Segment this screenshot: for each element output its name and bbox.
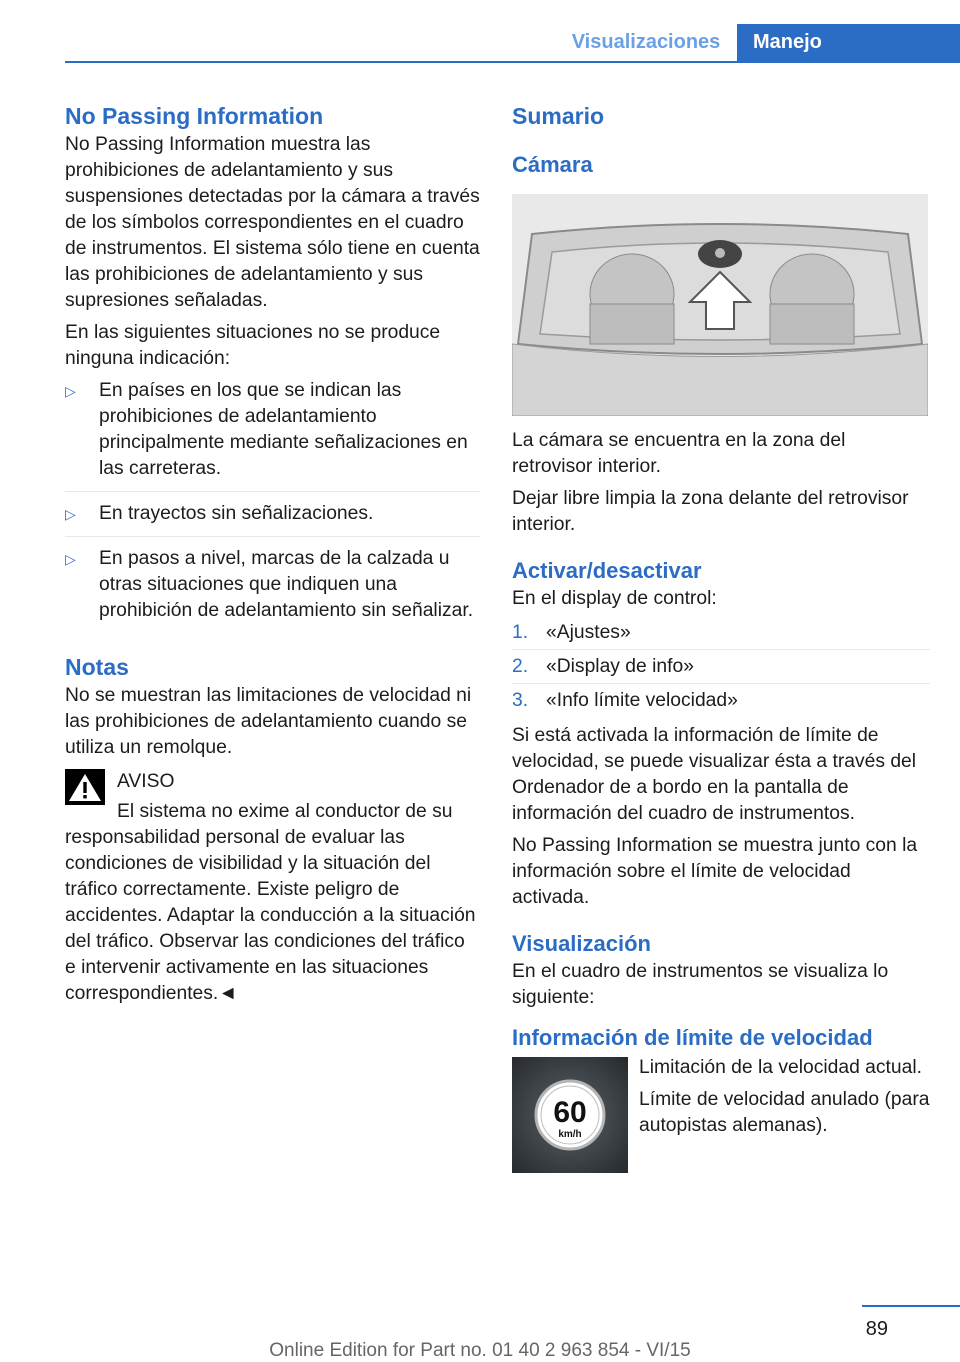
heading-info-limite: Información de límite de velocidad — [512, 1025, 873, 1050]
list-item-text: En países en los que se indican las prohibiciones de adelantamiento principalmente mediante señalizaciones en las carreteras. — [99, 380, 468, 479]
list-item — [65, 501, 480, 537]
warning-block — [65, 769, 480, 1007]
paragraph-visualizacion: En el cuadro de instrumentos se visualiza lo siguiente: — [512, 961, 889, 1008]
step-text: «Info límite velocidad» — [546, 690, 738, 711]
warning-text-first: El sistema no exime al conductor de su — [117, 801, 453, 822]
step-number: 1. — [512, 622, 529, 643]
page-number: 89 — [865, 1318, 888, 1340]
edition-info: Online Edition for Part no. 01 40 2 963 854 - VI/15 — [269, 1340, 691, 1361]
step-number: 3. — [512, 690, 529, 711]
triangle-bullet-icon: ▷ — [65, 551, 76, 567]
warning-icon — [65, 769, 105, 805]
heading-visualizacion: Visualización — [512, 931, 651, 956]
paragraph-no-passing-shown: No Passing Information se muestra junto con la información sobre el límite de velocidad activada. — [512, 835, 918, 908]
header-rule — [65, 61, 960, 63]
heading-activar: Activar/desactivar — [512, 558, 702, 583]
list-item — [512, 654, 930, 684]
heading-sumario: Sumario — [512, 103, 605, 129]
list-item — [65, 378, 480, 492]
steps-list — [512, 620, 930, 717]
list-item — [65, 546, 480, 633]
list-item — [512, 688, 930, 717]
list-item-text: En pasos a nivel, marcas de la calzada u otras situaciones que indiquen una prohibición de adelantamiento sin señalizar. — [99, 548, 474, 621]
paragraph-situations: En las siguientes situaciones no se produce ninguna indicación: — [65, 322, 441, 369]
camera-location-photo — [512, 194, 928, 416]
paragraph-camera-clear: Dejar libre limpia la zona delante del retrovisor interior. — [512, 488, 909, 535]
speed-limit-sign-icon — [512, 1057, 628, 1173]
step-text: «Ajustes» — [546, 622, 631, 643]
paragraph-camera-location: La cámara se encuentra en la zona del retrovisor interior. — [512, 430, 846, 477]
speed-limit-text — [639, 1055, 930, 1139]
speed-sign-unit: km/h — [558, 1129, 582, 1140]
heading-camara: Cámara — [512, 152, 593, 177]
situation-list — [65, 378, 480, 633]
warning-title: AVISO — [117, 771, 175, 792]
triangle-bullet-icon: ▷ — [65, 383, 76, 399]
triangle-bullet-icon: ▷ — [65, 506, 76, 522]
paragraph-limit-cancelled: Límite de velocidad anulado (para autopistas alemanas). — [639, 1089, 930, 1136]
step-text: «Display de info» — [546, 656, 694, 677]
paragraph-control-display: En el display de control: — [512, 588, 717, 609]
paragraph-activated: Si está activada la información de límite de velocidad, se puede visualizar ésta a través del Ordenador de a bordo en la pantalla de información del cuadro de instrumentos. — [512, 725, 917, 824]
heading-notas: Notas — [65, 654, 129, 680]
paragraph-intro: No Passing Information muestra las prohibiciones de adelantamiento y sus suspensiones detectadas por la cámara a través de los símbolos correspondientes en el cuadro de instrumentos. El sistema sólo tiene en cuenta las prohibiciones de adelantamiento y sus supresiones señaladas. — [65, 134, 480, 311]
list-item — [512, 620, 930, 650]
list-item-text: En trayectos sin señalizaciones. — [99, 503, 374, 524]
speed-limit-row — [512, 1055, 930, 1139]
left-column — [65, 100, 480, 1013]
heading-no-passing: No Passing Information — [65, 103, 324, 129]
header-chapter-tab: Manejo — [737, 24, 960, 61]
paragraph-notas: No se muestran las limitaciones de velocidad ni las prohibiciones de adelantamiento cuando se utiliza un remolque. — [65, 685, 472, 758]
header-section-tab: Visualizaciones — [571, 31, 721, 53]
footer-rule — [862, 1305, 960, 1307]
warning-text: responsabilidad personal de evaluar las condiciones de visibilidad y la situación del tráfico correctamente. Existe peligro de accidentes. Adaptar la conducción a la situación del tráfico. Observar las condiciones del tráfico e intervenir activamente en las situaciones correspondientes.◄ — [65, 827, 476, 1004]
paragraph-current-limit: Limitación de la velocidad actual. — [639, 1057, 922, 1078]
right-column — [512, 100, 930, 1145]
step-number: 2. — [512, 656, 529, 677]
speed-sign-value: 60 — [553, 1096, 587, 1129]
